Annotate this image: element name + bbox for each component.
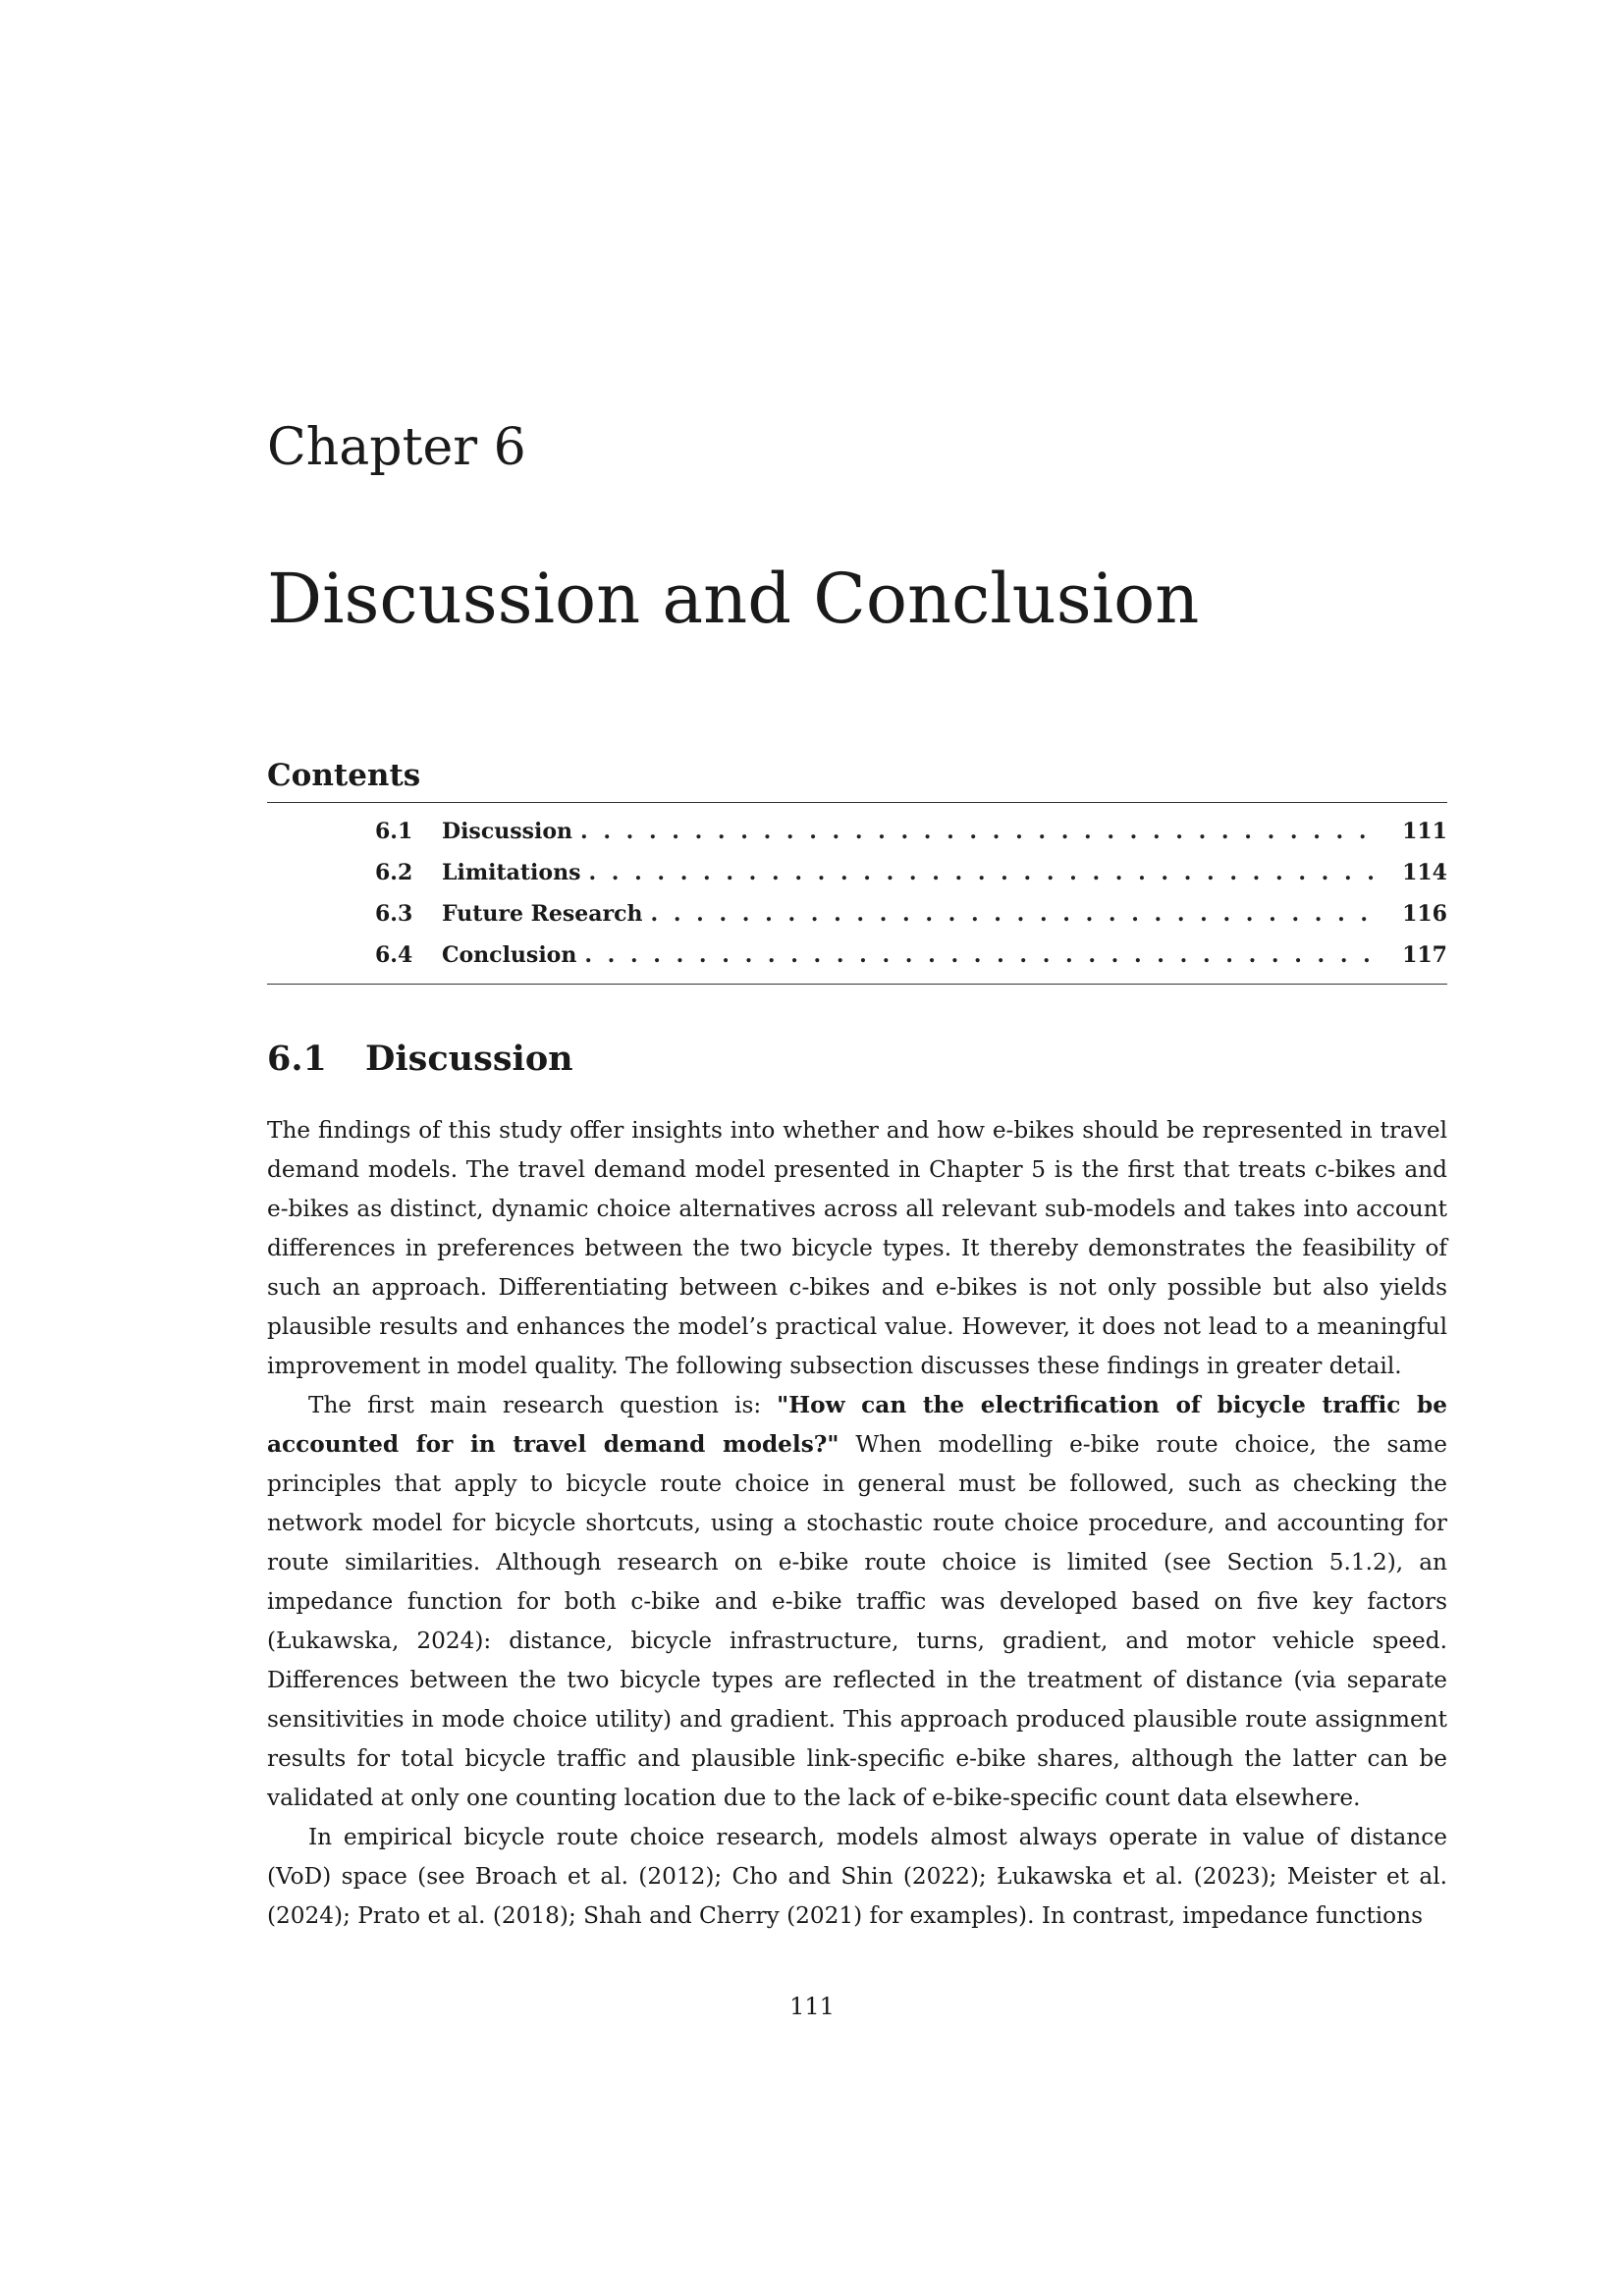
toc-dot-leader <box>588 852 1377 893</box>
toc-item-discussion[interactable] <box>267 811 1447 852</box>
toc-item-page: 117 <box>1402 942 1447 969</box>
toc-item-page: 114 <box>1402 860 1447 886</box>
section-title: Discussion <box>365 1039 573 1079</box>
toc-item-number: 6.1 <box>375 819 413 845</box>
page-number: 111 <box>789 1993 835 2020</box>
toc-item-number: 6.3 <box>375 901 413 928</box>
paragraph: The findings of this study offer insights into whether and how e-bikes should be represented in travel demand models. The travel demand model presented in Chapter 5 is the first that treats c-bikes and e-bikes as distinct, dynamic choice alternatives across all relevant sub-models and takes into account differences in preferences between the two bicycle types. It thereby demonstrates the feasibility of such an approach. Differentiating between c-bikes and e-bikes is not only possible but also yields plausible results and enhances the model’s practical value. However, it does not lead to a meaningful improvement in model quality. The following subsection discusses these findings in greater detail. <box>267 1117 1447 1379</box>
toc-item-limitations[interactable] <box>267 852 1447 893</box>
paragraph-text: When modelling e-bike route choice, the same principles that apply to bicycle route choice in general must be followed, such as checking the network model for bicycle shortcuts, using a stochastic route choice procedure, and accounting for route similarities. Although research on e-bike route choice is limited (see Section 5.1.2), an impedance function for both c-bike and e-bike traffic was developed based on five key factors (Łukawska, 2024): distance, bicycle infrastructure, turns, gradient, and motor vehicle speed. Differences between the two bicycle types are reflected in the treatment of distance (via separate sensitivities in mode choice utility) and gradient. This approach produced plausible route assignment results for total bicycle traffic and plausible link-specific e-bike shares, although the latter can be validated at only one counting location due to the lack of e-bike-specific count data elsewhere. <box>267 1431 1447 1811</box>
toc-item-page: 116 <box>1402 901 1447 928</box>
toc-item-title: Limitations <box>442 860 581 886</box>
contents-heading: Contents <box>267 758 1447 803</box>
research-question: "How can the electrification of bicycle traffic be accounted for in travel demand models?" <box>267 1392 1447 1458</box>
chapter-title: Discussion and Conclusion <box>267 559 1200 639</box>
paragraph: In empirical bicycle route choice research, models almost always operate in value of distance (VoD) space (see Broach et al. (2012); Cho and Shin (2022); Łukawska et al. (2023); Meister et al. (2024); Prato et al. (2018); Shah and Cherry (2021) for examples). In contrast, impedance functions <box>267 1824 1447 1929</box>
section-heading <box>267 1039 573 1080</box>
toc-item-title: Future Research <box>442 901 643 928</box>
toc-item-number: 6.2 <box>375 860 413 886</box>
body-text <box>267 1111 1447 1936</box>
toc-dot-leader <box>580 811 1377 852</box>
paragraph-research-question <box>267 1386 1447 1818</box>
toc-item-title: Discussion <box>442 819 573 845</box>
toc-item-title: Conclusion <box>442 942 577 969</box>
toc-list <box>267 803 1447 985</box>
toc-dot-leader <box>651 893 1377 934</box>
toc-item-future-research[interactable] <box>267 893 1447 934</box>
toc-item-number: 6.4 <box>375 942 413 969</box>
chapter-label: Chapter 6 <box>267 418 526 477</box>
toc-dot-leader <box>584 934 1377 976</box>
table-of-contents <box>267 758 1447 985</box>
section-number: 6.1 <box>267 1039 327 1079</box>
toc-item-page: 111 <box>1402 819 1447 845</box>
paragraph-text: The first main research question is: <box>308 1392 778 1418</box>
toc-item-conclusion[interactable] <box>267 934 1447 976</box>
